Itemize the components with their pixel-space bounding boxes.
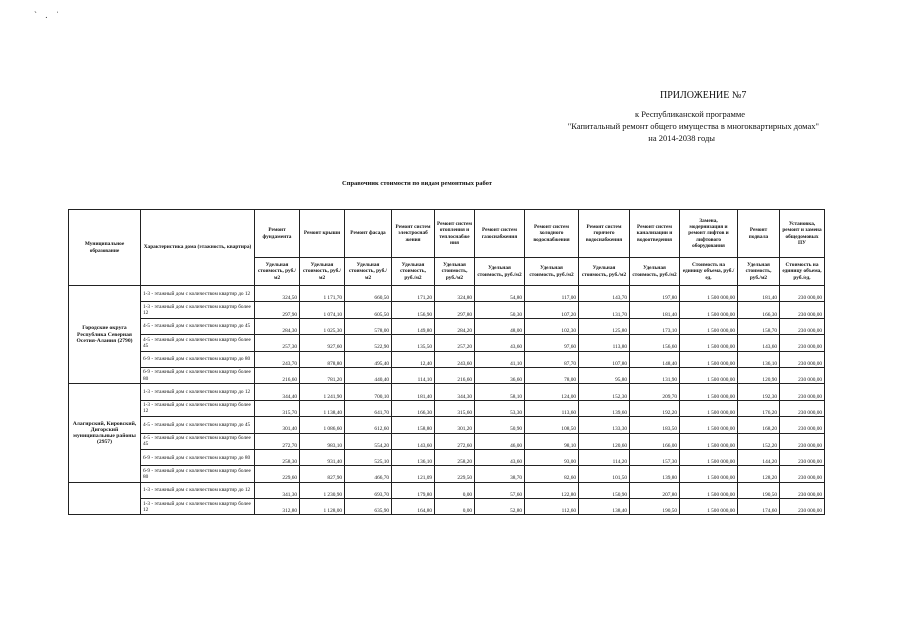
header-unit: Удельная стоимость, руб./м2: [475, 258, 525, 286]
house-characteristic-cell: 1-3 - этажный дом с количеством квартир до 12: [141, 482, 255, 498]
header-work-electric: Ремонт систем электроснаб жения: [392, 210, 435, 258]
cost-value-cell: 257,20: [435, 335, 475, 351]
cost-value-cell: 641,70: [345, 400, 392, 416]
house-characteristic-cell: 4-5 - этажный дом с количеством квартир до 45: [141, 417, 255, 433]
cost-value-cell: 230 000,00: [780, 367, 825, 383]
house-characteristic-cell: 6-9 - этажный дом с количеством квартир до 80: [141, 449, 255, 465]
cost-value-cell: 229,60: [255, 466, 300, 482]
cost-value-cell: 117,00: [525, 286, 579, 302]
header-work-cold-water: Ремонт систем холодного водоснабжения: [525, 210, 579, 258]
cost-value-cell: 173,10: [630, 318, 680, 334]
cost-value-cell: 48,00: [475, 318, 525, 334]
cost-value-cell: 168,20: [738, 417, 780, 433]
cost-value-cell: 1 500 000,00: [680, 433, 738, 449]
cost-value-cell: 197,80: [630, 286, 680, 302]
house-characteristic-cell: 4-5 - этажный дом с количеством квартир более 45: [141, 433, 255, 449]
header-work-heating: Ремонт систем отопления и теплоснабже ния: [435, 210, 475, 258]
header-work-facade: Ремонт фасада: [345, 210, 392, 258]
house-characteristic-cell: 1-3 - этажный дом с количеством квартир более 12: [141, 302, 255, 318]
table-row: [69, 302, 825, 318]
table-row: [69, 384, 825, 400]
cost-value-cell: 78,00: [525, 367, 579, 383]
house-characteristic-cell: 1-3 - этажный дом с количеством квартир более 12: [141, 400, 255, 416]
table-row: [69, 318, 825, 334]
cost-value-cell: 229,50: [435, 466, 475, 482]
cost-value-cell: 46,00: [475, 433, 525, 449]
cost-value-cell: 1 230,90: [300, 482, 345, 498]
cost-value-cell: 166,00: [630, 433, 680, 449]
cost-value-cell: 53,30: [475, 400, 525, 416]
cost-value-cell: 1 074,10: [300, 302, 345, 318]
cost-value-cell: 1 500 000,00: [680, 351, 738, 367]
header-unit: Удельная стоимость, руб./м2: [630, 258, 680, 286]
table-row: [69, 417, 825, 433]
cost-value-cell: 43,60: [475, 335, 525, 351]
cost-value-cell: 148,40: [630, 351, 680, 367]
cost-value-cell: 700,10: [345, 384, 392, 400]
cost-value-cell: 164,80: [392, 499, 435, 515]
cost-value-cell: 1 500 000,00: [680, 417, 738, 433]
header-municipality: Муниципальное образование: [69, 210, 141, 286]
cost-value-cell: 158,70: [738, 318, 780, 334]
house-characteristic-cell: 4-5 - этажный дом с количеством квартир более 45: [141, 335, 255, 351]
table-row: [69, 335, 825, 351]
cost-value-cell: 495,40: [345, 351, 392, 367]
cost-value-cell: 284,20: [435, 318, 475, 334]
municipality-cell: Городские округа Республика Северная Осетия-Алания (2790): [69, 286, 141, 384]
cost-value-cell: 150,90: [579, 482, 630, 498]
cost-value-cell: 230 000,00: [780, 384, 825, 400]
cost-value-cell: 1 500 000,00: [680, 335, 738, 351]
table-row: [69, 400, 825, 416]
cost-value-cell: 149,80: [392, 318, 435, 334]
cost-value-cell: 216,60: [255, 367, 300, 383]
cost-value-cell: 341,30: [255, 482, 300, 498]
table-row: [69, 466, 825, 482]
cost-value-cell: 230 000,00: [780, 318, 825, 334]
header-work-elevator: Замена, модернизация и ремонт лифтов и лифтового оборудования: [680, 210, 738, 258]
cost-value-cell: 1 500 000,00: [680, 499, 738, 515]
cost-value-cell: 440,40: [345, 367, 392, 383]
cost-value-cell: 525,10: [345, 449, 392, 465]
cost-value-cell: 152,20: [738, 433, 780, 449]
cost-value-cell: 38,70: [475, 466, 525, 482]
cost-value-cell: 179,80: [392, 482, 435, 498]
cost-value-cell: 190,50: [630, 499, 680, 515]
cost-value-cell: 983,10: [300, 433, 345, 449]
cost-value-cell: 50,90: [475, 417, 525, 433]
cost-value-cell: 1 500 000,00: [680, 286, 738, 302]
header-work-roof: Ремонт крыши: [300, 210, 345, 258]
cost-value-cell: 315,70: [255, 400, 300, 416]
cost-value-cell: 113,60: [525, 400, 579, 416]
cost-value-cell: 927,60: [300, 335, 345, 351]
cost-value-cell: 344,40: [255, 384, 300, 400]
cost-value-cell: 128,20: [738, 466, 780, 482]
cost-value-cell: 192,30: [738, 384, 780, 400]
table-row: [69, 367, 825, 383]
cost-value-cell: 258,30: [255, 449, 300, 465]
cost-value-cell: 93,00: [525, 449, 579, 465]
table-body: [69, 286, 825, 515]
cost-value-cell: 230 000,00: [780, 302, 825, 318]
cost-value-cell: 230 000,00: [780, 466, 825, 482]
header-unit: Стоимость на единицу объема, руб./ед.: [680, 258, 738, 286]
house-characteristic-cell: 1-3 - этажный дом с количеством квартир более 12: [141, 499, 255, 515]
cost-value-cell: 230 000,00: [780, 449, 825, 465]
cost-value-cell: 324,80: [435, 286, 475, 302]
cost-value-cell: 156,60: [630, 335, 680, 351]
header-work-sewer: Ремонт систем канализации и водоотведения: [630, 210, 680, 258]
cost-value-cell: 312,80: [255, 499, 300, 515]
table-row: [69, 433, 825, 449]
house-characteristic-cell: 1-3 - этажный дом с количеством квартир до 12: [141, 286, 255, 302]
header-work-foundation: Ремонт фундамента: [255, 210, 300, 258]
cost-value-cell: 301,40: [255, 417, 300, 433]
header-work-meters: Установка, ремонт и замена общедомовых ПУ: [780, 210, 825, 258]
cost-value-cell: 95,80: [579, 367, 630, 383]
cost-value-cell: 108,50: [525, 417, 579, 433]
cost-value-cell: 131,90: [630, 367, 680, 383]
cost-value-cell: 878,80: [300, 351, 345, 367]
cost-value-cell: 0,00: [435, 499, 475, 515]
cost-value-cell: 82,60: [525, 466, 579, 482]
table-row: [69, 449, 825, 465]
cost-value-cell: 122,80: [525, 482, 579, 498]
program-line-2: "Капитальный ремонт общего имущества в многоквартирных домах": [567, 121, 819, 131]
cost-value-cell: 216,60: [435, 367, 475, 383]
cost-value-cell: 781,20: [300, 367, 345, 383]
cost-value-cell: 1 138,40: [300, 400, 345, 416]
house-characteristic-cell: 6-9 - этажный дом с количеством квартир более 80: [141, 367, 255, 383]
cost-value-cell: 138,40: [579, 499, 630, 515]
header-unit: Удельная стоимость, руб./м2: [392, 258, 435, 286]
cost-value-cell: 1 025,30: [300, 318, 345, 334]
header-unit: Удельная стоимость, руб./м2: [525, 258, 579, 286]
cost-value-cell: 1 171,70: [300, 286, 345, 302]
cost-value-cell: 466,70: [345, 466, 392, 482]
cost-value-cell: 1 241,90: [300, 384, 345, 400]
cost-value-cell: 554,20: [345, 433, 392, 449]
cost-value-cell: 272,70: [255, 433, 300, 449]
program-line-1: к Республиканской программе: [634, 109, 745, 119]
cost-value-cell: 612,60: [345, 417, 392, 433]
cost-value-cell: 1 500 000,00: [680, 318, 738, 334]
table-row: [69, 286, 825, 302]
cost-value-cell: 125,80: [579, 318, 630, 334]
cost-value-cell: 113,80: [579, 335, 630, 351]
cost-value-cell: 143,70: [579, 286, 630, 302]
cost-value-cell: 230 000,00: [780, 499, 825, 515]
header-unit: Удельная стоимость, руб./м2: [300, 258, 345, 286]
cost-value-cell: 1 500 000,00: [680, 384, 738, 400]
table-row: [69, 482, 825, 498]
cost-value-cell: 143,60: [392, 433, 435, 449]
cost-value-cell: 176,20: [738, 400, 780, 416]
cost-value-cell: 166,30: [738, 302, 780, 318]
cost-value-cell: 144,20: [738, 449, 780, 465]
cost-value-cell: 192,20: [630, 400, 680, 416]
cost-value-cell: 230 000,00: [780, 351, 825, 367]
header-unit: Удельная стоимость, руб./м2: [738, 258, 780, 286]
cost-value-cell: 578,00: [345, 318, 392, 334]
cost-value-cell: 120,60: [579, 433, 630, 449]
header-unit: Удельная стоимость, руб./м2: [435, 258, 475, 286]
header-unit: Удельная стоимость, руб./м2: [579, 258, 630, 286]
header-unit: Удельная стоимость, руб./м2: [345, 258, 392, 286]
table-title: Справочник стоимости по видам ремонтных работ: [342, 180, 492, 187]
cost-value-cell: 301,20: [435, 417, 475, 433]
table-row: [69, 351, 825, 367]
cost-value-cell: 1 128,00: [300, 499, 345, 515]
cost-value-cell: 143,60: [738, 335, 780, 351]
cost-value-cell: 284,30: [255, 318, 300, 334]
cost-value-cell: 230 000,00: [780, 286, 825, 302]
header-work-gas: Ремонт систем газоснабжения: [475, 210, 525, 258]
cost-value-cell: 272,60: [435, 433, 475, 449]
house-characteristic-cell: 4-5 - этажный дом с количеством квартир до 45: [141, 318, 255, 334]
cost-value-cell: 258,20: [435, 449, 475, 465]
cost-value-cell: 181,40: [630, 302, 680, 318]
cost-value-cell: 230 000,00: [780, 433, 825, 449]
municipality-cell: Алагирский, Кировский, Дигорский муниципальные районы (2957): [69, 384, 141, 482]
cost-value-cell: 166,30: [392, 400, 435, 416]
repair-cost-table: [68, 209, 825, 515]
house-characteristic-cell: 6-9 - этажный дом с количеством квартир более 80: [141, 466, 255, 482]
cost-value-cell: 181,40: [738, 286, 780, 302]
appendix-title: ПРИЛОЖЕНИЕ №7: [660, 90, 747, 101]
cost-value-cell: 12,40: [392, 351, 435, 367]
cost-value-cell: 605,50: [345, 302, 392, 318]
cost-value-cell: 931,40: [300, 449, 345, 465]
cost-value-cell: 152,30: [579, 384, 630, 400]
cost-value-cell: 522,90: [345, 335, 392, 351]
cost-value-cell: 87,70: [525, 351, 579, 367]
cost-value-cell: 243,60: [435, 351, 475, 367]
header-unit: Удельная стоимость, руб./м2: [255, 258, 300, 286]
cost-value-cell: 1 086,60: [300, 417, 345, 433]
cost-value-cell: 36,60: [475, 367, 525, 383]
cost-value-cell: 112,60: [525, 499, 579, 515]
program-line-3: на 2014-2038 годы: [648, 133, 715, 143]
cost-value-cell: 183,50: [630, 417, 680, 433]
cost-value-cell: 230 000,00: [780, 335, 825, 351]
cost-value-cell: 139,80: [630, 466, 680, 482]
cost-value-cell: 243,70: [255, 351, 300, 367]
cost-value-cell: 660,50: [345, 286, 392, 302]
cost-value-cell: 136,10: [738, 351, 780, 367]
cost-value-cell: 114,10: [392, 367, 435, 383]
cost-value-cell: 98,10: [525, 433, 579, 449]
cost-value-cell: 171,20: [392, 286, 435, 302]
cost-value-cell: 230 000,00: [780, 482, 825, 498]
header-work-basement: Ремонт подвала: [738, 210, 780, 258]
cost-value-cell: 257,30: [255, 335, 300, 351]
cost-value-cell: 297,80: [435, 302, 475, 318]
cost-value-cell: 131,70: [579, 302, 630, 318]
cost-value-cell: 102,30: [525, 318, 579, 334]
header-unit: Стоимость на единицу объема, руб./ед.: [780, 258, 825, 286]
cost-value-cell: 43,60: [475, 449, 525, 465]
cost-value-cell: 52,80: [475, 499, 525, 515]
cost-value-cell: 157,30: [630, 449, 680, 465]
cost-value-cell: 174,60: [738, 499, 780, 515]
cost-value-cell: 0,00: [435, 482, 475, 498]
cost-value-cell: 230 000,00: [780, 417, 825, 433]
cost-value-cell: 41,10: [475, 351, 525, 367]
cost-value-cell: 114,20: [579, 449, 630, 465]
cost-value-cell: 207,80: [630, 482, 680, 498]
cost-value-cell: 315,60: [435, 400, 475, 416]
municipality-cell: [69, 482, 141, 515]
cost-value-cell: 156,90: [392, 302, 435, 318]
cost-value-cell: 107,20: [525, 302, 579, 318]
table-row: [69, 499, 825, 515]
cost-value-cell: 124,00: [525, 384, 579, 400]
cost-value-cell: 181,40: [392, 384, 435, 400]
cost-value-cell: 297,90: [255, 302, 300, 318]
cost-value-cell: 344,30: [435, 384, 475, 400]
cost-value-cell: 57,60: [475, 482, 525, 498]
cost-value-cell: 136,10: [392, 449, 435, 465]
cost-value-cell: 1 500 000,00: [680, 466, 738, 482]
cost-value-cell: 1 500 000,00: [680, 400, 738, 416]
cost-value-cell: 230 000,00: [780, 400, 825, 416]
header-work-hot-water: Ремонт систем горячего водоснабжения: [579, 210, 630, 258]
cost-value-cell: 1 500 000,00: [680, 449, 738, 465]
cost-value-cell: 121,09: [392, 466, 435, 482]
cost-value-cell: 209,70: [630, 384, 680, 400]
cost-value-cell: 58,10: [475, 384, 525, 400]
cost-value-cell: 107,80: [579, 351, 630, 367]
cost-value-cell: 54,80: [475, 286, 525, 302]
cost-value-cell: 133,30: [579, 417, 630, 433]
cost-value-cell: 1 500 000,00: [680, 482, 738, 498]
cost-value-cell: 1 500 000,00: [680, 367, 738, 383]
cost-value-cell: 135,50: [392, 335, 435, 351]
cost-value-cell: 1 500 000,00: [680, 302, 738, 318]
cost-value-cell: 139,60: [579, 400, 630, 416]
cost-value-cell: 324,50: [255, 286, 300, 302]
cost-value-cell: 97,60: [525, 335, 579, 351]
cost-value-cell: 190,50: [738, 482, 780, 498]
cost-value-cell: 50,30: [475, 302, 525, 318]
cost-value-cell: 158,80: [392, 417, 435, 433]
cost-value-cell: 120,90: [738, 367, 780, 383]
house-characteristic-cell: 6-9 - этажный дом с количеством квартир до 80: [141, 351, 255, 367]
cost-value-cell: 827,90: [300, 466, 345, 482]
cost-value-cell: 101,50: [579, 466, 630, 482]
header-characteristic: Характеристика дома (этажность, квартира): [141, 210, 255, 286]
cost-value-cell: 635,90: [345, 499, 392, 515]
scan-corner-mark: ` . ˈ: [34, 10, 62, 20]
cost-value-cell: 693,70: [345, 482, 392, 498]
house-characteristic-cell: 1-3 - этажный дом с количеством квартир до 12: [141, 384, 255, 400]
